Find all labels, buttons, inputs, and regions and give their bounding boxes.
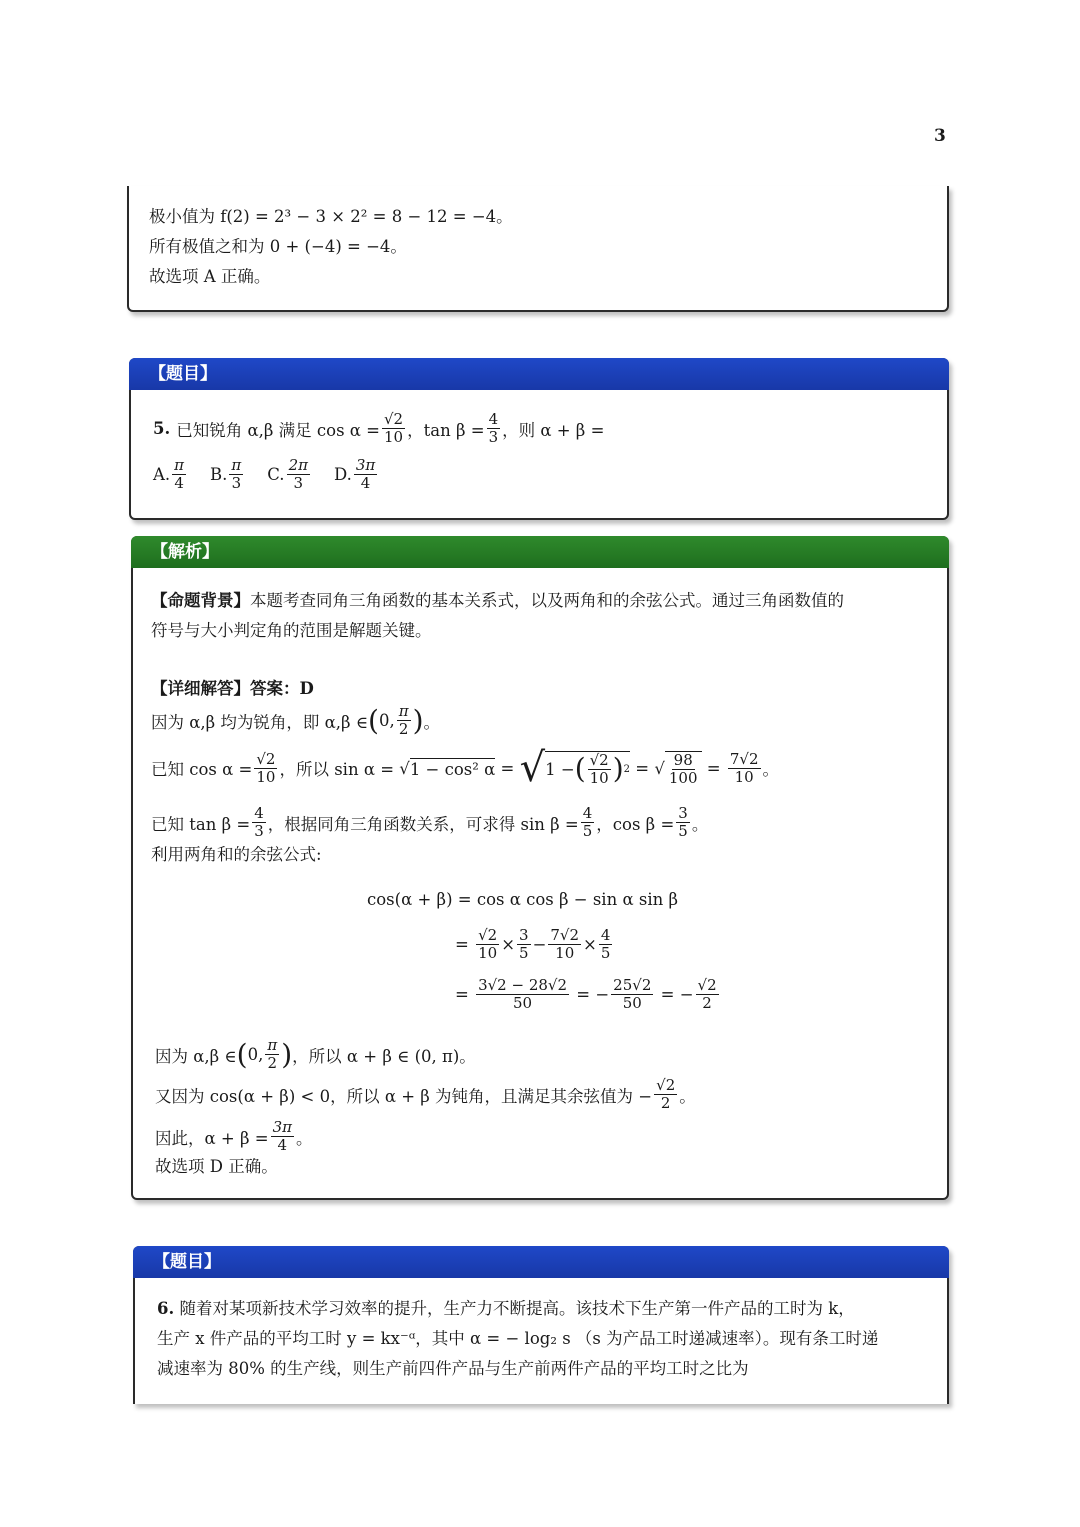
equation-line-2: = $\frac{√2}{10}$ × $\frac{3}{5}$ − $\frac{7√2}{10}$ × $\frac{4}{5}$ (455, 926, 611, 962)
background-line-2: 符号与大小判定角的范围是解题关键。 (151, 621, 432, 640)
numerator: √2 (589, 750, 609, 769)
numerator: π (174, 456, 185, 474)
answer-text: 答案：D (250, 679, 314, 698)
denominator: 2 (398, 720, 409, 738)
fraction-4-over-5 (581, 806, 595, 839)
radicand-fraction (665, 751, 702, 786)
denominator: 4 (277, 1136, 288, 1154)
fraction-25sqrt2-over-50 (611, 978, 653, 1011)
background-label: 【命题背景】 (151, 591, 250, 610)
question-number: 5. (153, 419, 171, 438)
option-b-fraction (229, 458, 243, 491)
step-therefore: 因此，α + β = $\frac{3\pi}{4}$ 。 (155, 1118, 313, 1154)
denominator: 50 (513, 994, 533, 1012)
analysis-header: 【解析】 (131, 536, 949, 568)
numerator: 3√2 − 28√2 (478, 976, 568, 994)
fraction-3-over-5 (676, 806, 690, 839)
step-text: ，所以 sin α = (279, 760, 395, 779)
denominator: 10 (555, 944, 575, 962)
step-obtuse: 又因为 cos(α + β) < 0，所以 α + β 为钝角，且满足其余弦值为 − $\frac{√2}{2}$ 。 (155, 1076, 696, 1112)
denominator: 10 (478, 944, 498, 962)
step-text: 已知 cos α = (151, 760, 253, 779)
fraction-sqrt2-over-2 (654, 1078, 677, 1111)
denominator: 3 (254, 822, 264, 840)
radicand-big: 1 − ( $\frac{√2}{10}$ ) 2 (545, 750, 631, 787)
question-header: 【题目】 (133, 1246, 949, 1278)
denominator: 2 (660, 1094, 671, 1112)
denominator: 100 (668, 768, 698, 787)
denominator: 4 (360, 474, 371, 492)
question-6-box (133, 1246, 949, 1404)
numerator: 98 (673, 750, 693, 769)
numerator: π (398, 702, 409, 720)
denominator: 10 (589, 768, 609, 787)
radicand: 1 − cos² α (409, 759, 496, 779)
step-text: 因为 α,β 均为锐角，即 α,β ∈ (151, 712, 369, 732)
option-c-fraction (287, 458, 310, 491)
question-5-stem (153, 412, 604, 445)
step-range-sum: 因为 α,β ∈ ( 0, $\frac{\pi}{2}$ ) ，所以 α + β ∈ (0, π)。 (155, 1036, 476, 1072)
denominator: 4 (174, 474, 184, 492)
step-text: ，所以 α + β ∈ (0, π)。 (292, 1046, 476, 1066)
fraction-sqrt2-over-10 (476, 928, 499, 961)
numerator: 25√2 (613, 976, 652, 994)
option-a-label: A. (153, 465, 171, 484)
numerator: 3 (519, 926, 529, 944)
stem-part-c: ，则 α + β = (502, 420, 605, 440)
fraction-98-over-100 (667, 750, 700, 787)
fraction-sqrt2-over-10 (254, 749, 277, 786)
fraction-7sqrt2-over-10 (728, 749, 761, 786)
denominator: 2 (702, 994, 712, 1012)
stem-part-a: 已知锐角 α,β 满足 cos α = (176, 420, 380, 440)
denominator: 5 (582, 822, 593, 840)
numerator: 3 (678, 804, 688, 822)
fraction-sqrt2-over-2 (696, 978, 719, 1011)
question-6-line-1 (157, 1294, 855, 1324)
fraction-sqrt2-over-10 (382, 412, 405, 445)
denominator: 5 (600, 944, 611, 962)
denominator: 3 (231, 474, 242, 492)
fraction-7sqrt2-over-10 (548, 928, 581, 961)
question-header: 【题目】 (129, 358, 949, 390)
step-tan-beta: 已知 tan β = $\frac{4}{3}$ ，根据同角三角函数关系，可求得 sin β = $\frac{4}{5}$ ，cos β = $\frac{3}{5}$ 。 (151, 804, 709, 840)
numerator: 3π (272, 1118, 292, 1136)
numerator: 2π (288, 456, 308, 474)
numerator: 4 (582, 804, 593, 822)
denominator: 2 (267, 1054, 278, 1072)
option-d-label: D. (333, 465, 352, 484)
previous-solution-box (127, 186, 949, 312)
denominator: 10 (734, 767, 754, 786)
fraction-4-over-3 (487, 412, 501, 445)
numerator: √2 (384, 410, 404, 428)
denominator: 10 (256, 767, 276, 786)
option-c-label: C. (267, 465, 285, 484)
question-6-line-2: 生产 x 件产品的平均工时 y = kx⁻ᵅ，其中 α = − log₂ s （s 为产品工时递减速率）。现有条工时递 (157, 1329, 879, 1348)
detail-label: 【详细解答】 (151, 679, 250, 698)
equation-line-3: = $\frac{3√2 - 28√2}{50}$ = − $\frac{25√2}{50}$ = − $\frac{√2}{2}$ (455, 976, 717, 1012)
fraction-combined (476, 978, 569, 1011)
equation-line-1: cos(α + β) = cos α cos β − sin α sin β (367, 890, 679, 909)
numerator: 4 (488, 410, 499, 428)
denominator: 5 (519, 944, 529, 962)
background-line-1 (151, 586, 844, 616)
denominator: 3 (293, 474, 304, 492)
step-text: 又因为 cos(α + β) < 0，所以 α + β 为钝角，且满足其余弦值为 − (155, 1086, 653, 1106)
sum-extrema-line: 所有极值之和为 0 + (−4) = −4。 (149, 237, 407, 256)
option-a-fraction (172, 458, 186, 491)
question-number: 6. (157, 1299, 175, 1318)
fraction-sqrt2-over-10 (588, 750, 611, 787)
fraction-3-over-5 (517, 928, 531, 961)
numerator: π (231, 456, 242, 474)
option-d-fraction (354, 458, 377, 491)
option-b-label: B. (210, 465, 228, 484)
numerator: 3π (355, 456, 376, 474)
page-number: 3 (934, 126, 946, 146)
fraction-4-over-5 (599, 928, 613, 961)
denominator: 3 (488, 428, 499, 446)
analysis-box (131, 536, 949, 1200)
denominator: 50 (622, 994, 642, 1012)
question-6-line-3: 减速率为 80% 的生产线，则生产前四件产品与生产前两件产品的平均工时之比为 (157, 1359, 749, 1378)
fraction-4-over-3 (252, 806, 266, 839)
fraction-pi-over-2 (397, 704, 411, 737)
numerator: 7√2 (729, 749, 759, 768)
step-sin-alpha: 已知 cos α = $\frac{√2}{10}$ ，所以 sin α = √ 1 − cos² α = √ 1 − ( $\frac{√2}{10}$ ) 2 = √ $\frac{98}{100}$ = $\frac{7√2}{10}$ 。 (151, 745, 780, 791)
min-value-line: 极小值为 f(2) = 2³ − 3 × 2² = 8 − 12 = −4。 (149, 207, 513, 226)
numerator: π (267, 1036, 278, 1054)
answer-options (153, 458, 379, 491)
stem-part-b: ，tan β = (407, 420, 485, 440)
denominator: 10 (384, 428, 404, 446)
numerator: √2 (656, 1076, 676, 1094)
fraction-3pi-over-4 (271, 1120, 294, 1153)
final-conclusion: 故选项 D 正确。 (155, 1157, 278, 1176)
question-5-box (129, 358, 949, 520)
step-text: ，cos β = (596, 814, 675, 834)
q6-text-1: 随着对某项新技术学习效率的提升，生产力不断提高。该技术下生产第一件产品的工时为 k， (179, 1299, 855, 1318)
step-text: 因为 α,β ∈ (155, 1046, 237, 1066)
fraction-pi-over-2 (265, 1038, 279, 1071)
step-acute-angles: 因为 α,β 均为锐角，即 α,β ∈ ( 0, $\frac{\pi}{2}$ ) 。 (151, 702, 441, 738)
numerator: 4 (600, 926, 611, 944)
numerator: 7√2 (550, 926, 580, 944)
step-text: 已知 tan β = (151, 814, 251, 834)
numerator: √2 (478, 926, 498, 944)
numerator: 4 (254, 804, 264, 822)
conclusion-line: 故选项 A 正确。 (149, 267, 271, 286)
step-text: ，根据同角三角函数关系，可求得 sin β = (267, 814, 579, 834)
step-text: 因此，α + β = (155, 1128, 269, 1148)
detail-heading (151, 674, 314, 704)
step-formula-intro: 利用两角和的余弦公式: (151, 845, 322, 864)
one-minus: 1 − (545, 759, 575, 779)
numerator: √2 (697, 976, 717, 994)
background-text-1: 本题考查同角三角函数的基本关系式，以及两角和的余弦公式。通过三角函数值的 (250, 591, 844, 610)
denominator: 5 (678, 822, 688, 840)
numerator: √2 (256, 749, 276, 768)
